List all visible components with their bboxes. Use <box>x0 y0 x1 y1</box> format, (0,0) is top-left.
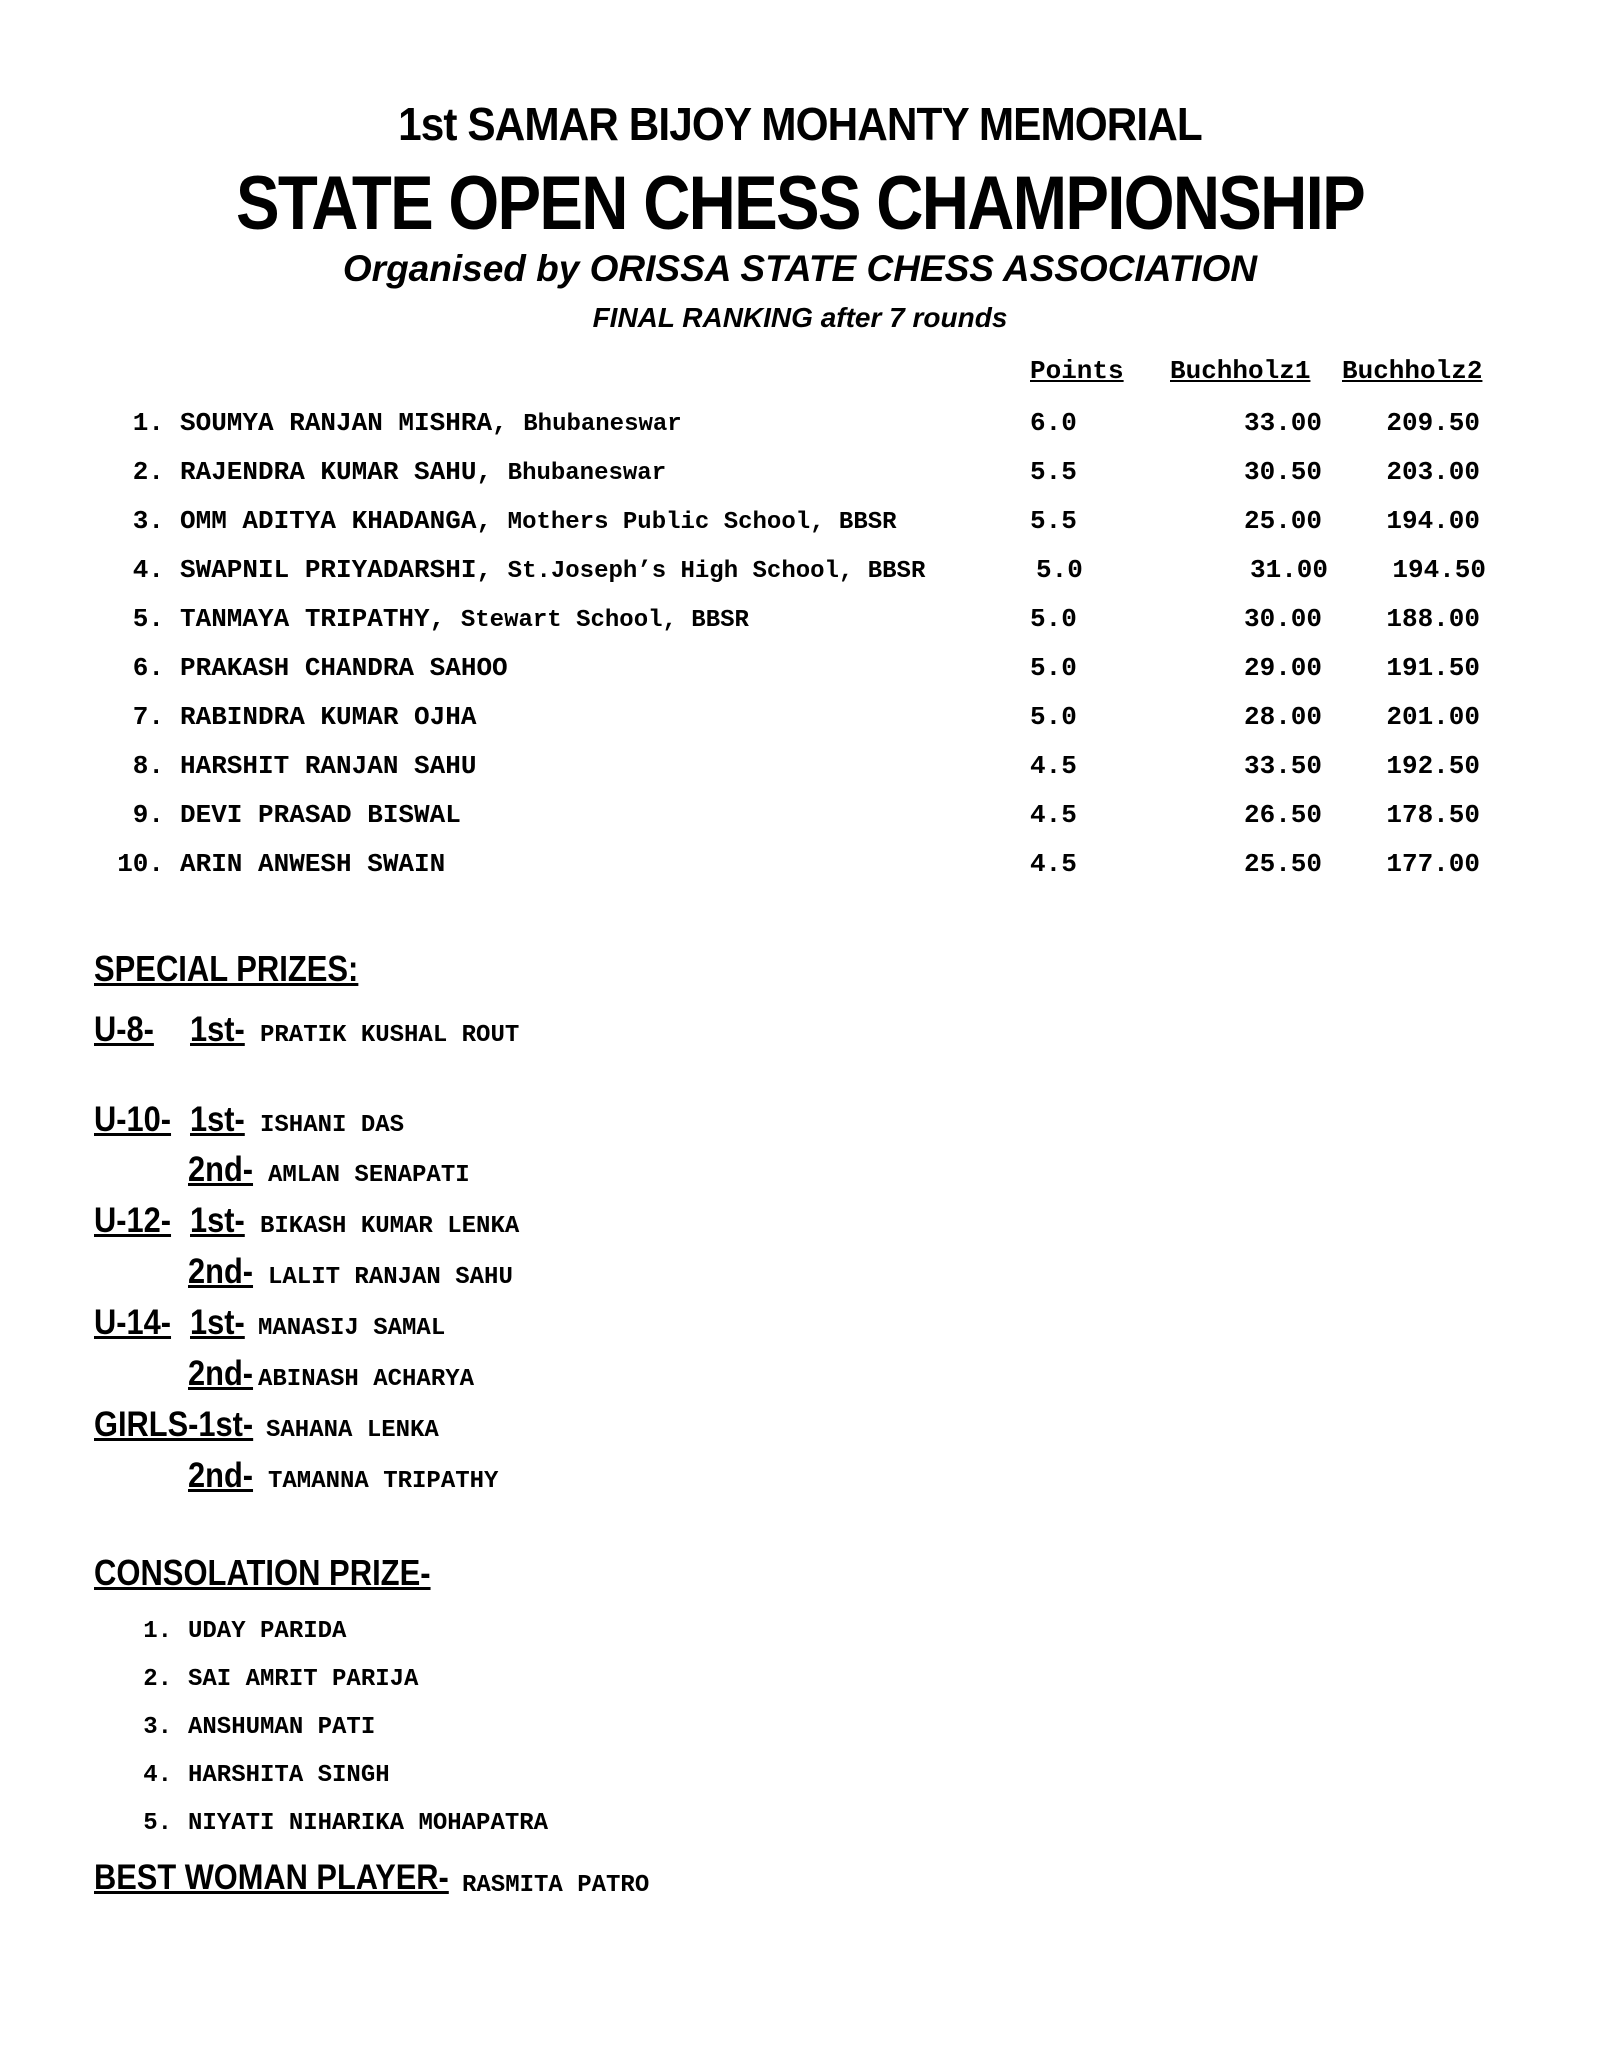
rank-cell: 7. <box>132 702 164 732</box>
list-item-name: HARSHITA SINGH <box>188 1762 390 1789</box>
column-header-buchholz1: Buchholz1 <box>1170 356 1311 386</box>
buchholz1-cell: 25.00 <box>1243 506 1322 536</box>
table-row <box>0 751 1600 791</box>
u14-second-label: 2nd- <box>188 1354 254 1393</box>
rank-cell: 6. <box>132 653 164 683</box>
u10-second-label: 2nd- <box>188 1150 254 1189</box>
list-item-name: UDAY PARIDA <box>188 1618 347 1645</box>
player-cell <box>180 457 666 487</box>
u10-second-winner: AMLAN SENAPATI <box>268 1162 470 1189</box>
points-cell: 5.5 <box>1030 457 1077 487</box>
u10-label: U-10- <box>94 1100 172 1139</box>
buchholz1-cell: 31.00 <box>1249 555 1328 585</box>
buchholz1-cell: 26.50 <box>1243 800 1322 830</box>
consolation-heading: CONSOLATION PRIZE- <box>94 1552 431 1593</box>
u14-first-winner: MANASIJ SAMAL <box>258 1315 446 1342</box>
best-woman-winner: RASMITA PATRO <box>462 1872 650 1899</box>
points-cell: 5.0 <box>1030 653 1077 683</box>
player-name: OMM ADITYA KHADANGA, <box>180 506 493 536</box>
buchholz2-cell: 194.00 <box>1386 506 1480 536</box>
u14-second-winner: ABINASH ACHARYA <box>258 1366 475 1393</box>
points-cell: 4.5 <box>1030 849 1077 879</box>
rank-cell: 1. <box>132 408 164 438</box>
list-item-number: 1. <box>143 1618 172 1645</box>
page-title: STATE OPEN CHESS CHAMPIONSHIP <box>236 161 1364 246</box>
buchholz2-cell: 203.00 <box>1386 457 1480 487</box>
buchholz1-cell: 33.00 <box>1243 408 1322 438</box>
points-cell: 4.5 <box>1030 751 1077 781</box>
buchholz2-cell: 188.00 <box>1386 604 1480 634</box>
girls-second-winner: TAMANNA TRIPATHY <box>268 1468 499 1495</box>
player-cell <box>180 604 749 634</box>
points-cell: 6.0 <box>1030 408 1077 438</box>
event-subtitle: 1st SAMAR BIJOY MOHANTY MEMORIAL <box>398 98 1202 150</box>
u8-first-winner: PRATIK KUSHAL ROUT <box>260 1022 520 1049</box>
player-name: RAJENDRA KUMAR SAHU, <box>180 457 493 487</box>
table-row <box>0 653 1600 693</box>
rank-cell: 3. <box>132 506 164 536</box>
u14-label: U-14- <box>94 1303 172 1342</box>
rank-cell: 2. <box>132 457 164 487</box>
list-item-number: 5. <box>143 1810 172 1837</box>
u12-label: U-12- <box>94 1201 172 1240</box>
player-name: HARSHIT RANJAN SAHU <box>180 751 477 781</box>
player-name: TANMAYA TRIPATHY, <box>180 604 446 634</box>
ranking-caption: FINAL RANKING after 7 rounds <box>592 302 1008 333</box>
girls-label: GIRLS-1st- <box>94 1405 254 1444</box>
points-cell: 4.5 <box>1030 800 1077 830</box>
list-item-number: 2. <box>143 1666 172 1693</box>
column-header-points: Points <box>1030 356 1124 386</box>
buchholz1-cell: 29.00 <box>1243 653 1322 683</box>
player-name: SWAPNIL PRIYADARSHI, <box>180 555 493 585</box>
table-row <box>0 604 1600 644</box>
table-row <box>0 800 1600 840</box>
u12-first-label: 1st- <box>190 1201 245 1240</box>
player-name: SOUMYA RANJAN MISHRA, <box>180 408 508 438</box>
rank-cell: 10. <box>117 849 164 879</box>
table-row <box>0 702 1600 742</box>
buchholz1-cell: 30.00 <box>1243 604 1322 634</box>
player-place: Stewart School, BBSR <box>460 607 749 634</box>
u8-label: U-8- <box>94 1010 154 1049</box>
buchholz2-cell: 191.50 <box>1386 653 1480 683</box>
organiser-line: Organised by ORISSA STATE CHESS ASSOCIATION <box>342 248 1258 289</box>
table-row <box>0 849 1600 889</box>
u14-first-label: 1st- <box>190 1303 245 1342</box>
points-cell: 5.0 <box>1036 555 1083 585</box>
buchholz1-cell: 30.50 <box>1243 457 1322 487</box>
list-item-number: 4. <box>143 1762 172 1789</box>
buchholz1-cell: 25.50 <box>1243 849 1322 879</box>
u8-first-label: 1st- <box>190 1010 245 1049</box>
u12-second-winner: LALIT RANJAN SAHU <box>268 1264 513 1291</box>
player-place: Bhubaneswar <box>523 411 682 438</box>
player-place: Mothers Public School, BBSR <box>507 509 897 536</box>
player-name: ARIN ANWESH SWAIN <box>180 849 446 879</box>
points-cell: 5.0 <box>1030 604 1077 634</box>
buchholz2-cell: 194.50 <box>1392 555 1486 585</box>
list-item-name: ANSHUMAN PATI <box>188 1714 376 1741</box>
list-item-name: SAI AMRIT PARIJA <box>188 1666 419 1693</box>
table-row <box>0 408 1600 448</box>
buchholz1-cell: 28.00 <box>1243 702 1322 732</box>
points-cell: 5.0 <box>1030 702 1077 732</box>
table-row <box>0 457 1600 497</box>
buchholz2-cell: 177.00 <box>1386 849 1480 879</box>
girls-first-winner: SAHANA LENKA <box>266 1417 439 1444</box>
list-item-number: 3. <box>143 1714 172 1741</box>
buchholz2-cell: 209.50 <box>1386 408 1480 438</box>
buchholz1-cell: 33.50 <box>1243 751 1322 781</box>
points-cell: 5.5 <box>1030 506 1077 536</box>
player-cell <box>180 555 925 585</box>
player-name: DEVI PRASAD BISWAL <box>180 800 461 830</box>
rank-cell: 9. <box>132 800 164 830</box>
best-woman-label: BEST WOMAN PLAYER- <box>94 1858 449 1897</box>
rank-cell: 4. <box>132 555 164 585</box>
girls-second-label: 2nd- <box>188 1456 254 1495</box>
u10-first-label: 1st- <box>190 1100 245 1139</box>
rank-cell: 5. <box>132 604 164 634</box>
player-cell <box>180 506 897 536</box>
u12-first-winner: BIKASH KUMAR LENKA <box>260 1213 520 1240</box>
u12-second-label: 2nd- <box>188 1252 254 1291</box>
table-row <box>0 506 1600 546</box>
column-header-buchholz2: Buchholz2 <box>1342 356 1483 386</box>
player-place: Bhubaneswar <box>507 460 667 487</box>
buchholz2-cell: 192.50 <box>1386 751 1480 781</box>
player-name: PRAKASH CHANDRA SAHOO <box>180 653 508 683</box>
list-item-name: NIYATI NIHARIKA MOHAPATRA <box>188 1810 549 1837</box>
player-cell <box>180 408 682 438</box>
special-prizes-heading: SPECIAL PRIZES: <box>94 948 359 989</box>
buchholz2-cell: 201.00 <box>1386 702 1480 732</box>
buchholz2-cell: 178.50 <box>1386 800 1480 830</box>
player-place: St.Joseph’s High School, BBSR <box>507 558 926 585</box>
table-row <box>0 555 1600 595</box>
rank-cell: 8. <box>132 751 164 781</box>
player-name: RABINDRA KUMAR OJHA <box>180 702 477 732</box>
u10-first-winner: ISHANI DAS <box>260 1112 405 1139</box>
